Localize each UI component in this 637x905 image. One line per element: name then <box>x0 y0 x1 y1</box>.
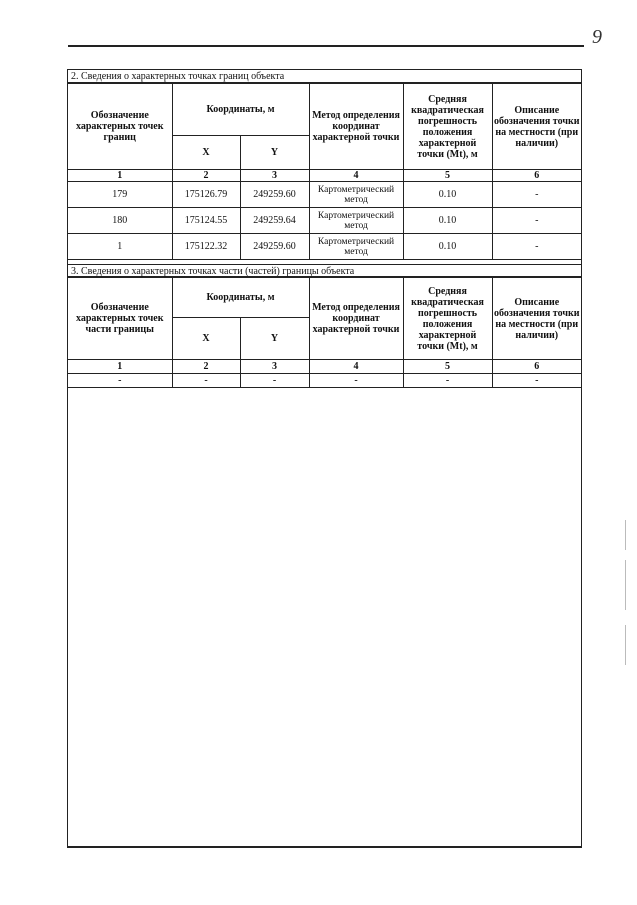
cell-y: 249259.60 <box>240 182 309 208</box>
cell-description: - <box>492 208 581 234</box>
cell-method: - <box>309 374 403 388</box>
cell-method: Картометрический метод <box>309 234 403 260</box>
column-number: 1 <box>68 360 172 374</box>
margin-mark <box>625 625 626 665</box>
header-error: Средняя квадратическая погрешность положения характерной точки (Mt), м <box>403 278 492 360</box>
cell-method: Картометрический метод <box>309 208 403 234</box>
bottom-rule <box>67 846 582 848</box>
header-x: X <box>172 318 240 360</box>
column-number: 2 <box>172 170 240 182</box>
column-number: 4 <box>309 170 403 182</box>
header-designation: Обозначение характерных точек части границы <box>68 278 172 360</box>
column-number: 5 <box>403 360 492 374</box>
column-number: 3 <box>240 170 309 182</box>
header-description: Описание обозначения точки на местности (при наличии) <box>492 84 581 170</box>
cell-method: Картометрический метод <box>309 182 403 208</box>
column-number: 2 <box>172 360 240 374</box>
cell-description: - <box>492 374 581 388</box>
header-method: Метод определения координат характерной точки <box>309 278 403 360</box>
header-x: X <box>172 136 240 170</box>
cell-point: 1 <box>68 234 172 260</box>
cell-error: 0.10 <box>403 208 492 234</box>
section3-table <box>68 277 581 388</box>
cell-x: - <box>172 374 240 388</box>
header-y: Y <box>240 136 309 170</box>
cell-y: 249259.60 <box>240 234 309 260</box>
section2-table <box>68 83 581 260</box>
cell-description: - <box>492 234 581 260</box>
page-number: 9 <box>592 26 602 48</box>
cell-y: 249259.64 <box>240 208 309 234</box>
cell-error: - <box>403 374 492 388</box>
cell-x: 175124.55 <box>172 208 240 234</box>
header-method: Метод определения координат характерной точки <box>309 84 403 170</box>
margin-mark <box>625 520 626 550</box>
cell-x: 175122.32 <box>172 234 240 260</box>
column-number: 1 <box>68 170 172 182</box>
cell-error: 0.10 <box>403 182 492 208</box>
column-number: 5 <box>403 170 492 182</box>
cell-x: 175126.79 <box>172 182 240 208</box>
table-row <box>68 182 581 208</box>
column-number: 3 <box>240 360 309 374</box>
header-designation: Обозначение характерных точек границ <box>68 84 172 170</box>
column-number: 6 <box>492 170 581 182</box>
cell-point: 179 <box>68 182 172 208</box>
table-row <box>68 234 581 260</box>
cell-y: - <box>240 374 309 388</box>
column-number: 4 <box>309 360 403 374</box>
top-rule <box>68 45 584 47</box>
header-error: Средняя квадратическая погрешность положения характерной точки (Mt), м <box>403 84 492 170</box>
margin-mark <box>625 560 626 610</box>
cell-point: - <box>68 374 172 388</box>
column-number: 6 <box>492 360 581 374</box>
document-frame <box>67 69 582 847</box>
table-row <box>68 208 581 234</box>
cell-point: 180 <box>68 208 172 234</box>
section2-title: 2. Сведения о характерных точках границ объекта <box>68 70 581 83</box>
header-coordinates: Координаты, м <box>172 278 309 318</box>
cell-description: - <box>492 182 581 208</box>
section3-title: 3. Сведения о характерных точках части (частей) границы объекта <box>68 264 581 277</box>
header-y: Y <box>240 318 309 360</box>
table-row <box>68 374 581 388</box>
header-coordinates: Координаты, м <box>172 84 309 136</box>
cell-error: 0.10 <box>403 234 492 260</box>
header-description: Описание обозначения точки на местности (при наличии) <box>492 278 581 360</box>
